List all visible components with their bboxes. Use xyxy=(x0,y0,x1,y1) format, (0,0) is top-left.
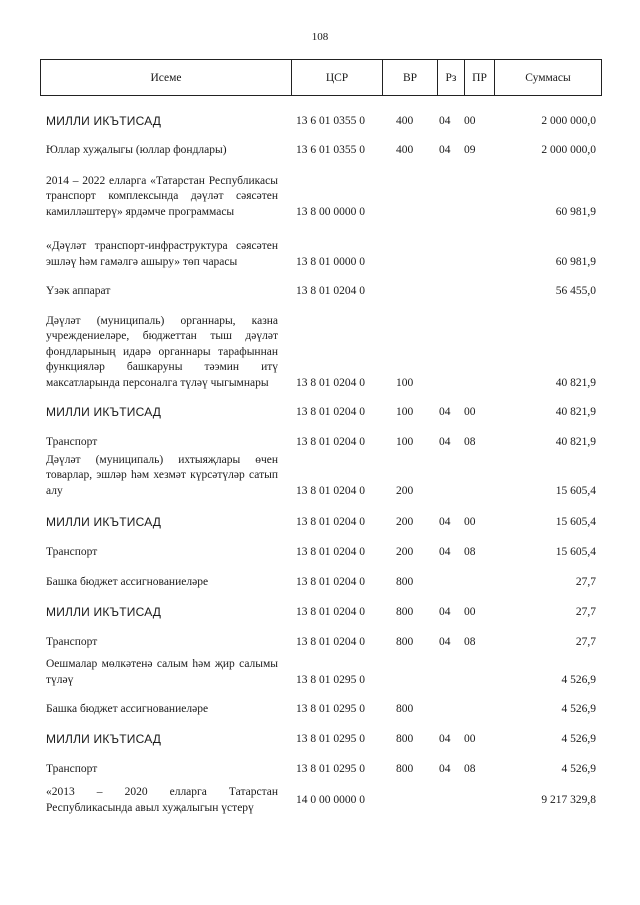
row-name: Юллар хуҗалыгы (юллар фондлары) xyxy=(46,144,227,156)
row-csr: 13 8 01 0204 0 xyxy=(296,484,365,497)
header-vr: ВР xyxy=(383,60,438,95)
row-pr: 09 xyxy=(464,144,476,156)
row-csr: 14 0 00 0000 0 xyxy=(296,793,365,806)
row-rz: 04 xyxy=(439,435,451,448)
table-row xyxy=(40,544,602,560)
row-vr: 200 xyxy=(396,515,414,528)
row-vr: 100 xyxy=(396,435,414,448)
row-vr: 800 xyxy=(396,762,414,775)
row-csr: 13 6 01 0355 0 xyxy=(296,114,365,127)
header-csr: ЦСР xyxy=(292,60,383,95)
row-name: Дәүләт (муниципаль) органнары, казна учреждениеләре, бюджеттан тыш дәүләт фондларының идарә органнары тарафыннан функцияләр башкаруны тәэмин итү максатларында персоналга түләү чыгымнары xyxy=(46,314,278,389)
row-vr: 400 xyxy=(396,114,414,127)
table-row xyxy=(40,514,602,530)
row-csr: 13 8 01 0295 0 xyxy=(296,673,365,686)
row-name: Дәүләт (муниципаль) ихтыяҗлары өчен товарлар, эшләр һәм хезмәт күрсәтүләр сатып алу xyxy=(46,453,278,497)
table-row xyxy=(40,452,602,499)
row-pr: 00 xyxy=(464,732,476,745)
row-pr: 08 xyxy=(464,545,476,558)
row-vr: 800 xyxy=(396,605,414,618)
row-name: МИЛЛИ ИКЪТИСАД xyxy=(46,514,162,529)
row-sum: 4 526,9 xyxy=(561,762,596,775)
row-rz: 04 xyxy=(439,144,451,156)
row-csr: 13 8 01 0000 0 xyxy=(296,255,365,268)
row-pr: 00 xyxy=(464,405,476,418)
row-name: Үзәк аппарат xyxy=(46,284,111,297)
row-sum: 2 000 000,0 xyxy=(541,114,596,127)
row-name: Транспорт xyxy=(46,635,98,648)
table-row xyxy=(40,784,602,816)
table-row xyxy=(40,761,602,777)
row-rz: 04 xyxy=(439,405,451,418)
row-rz: 04 xyxy=(439,545,451,558)
row-vr: 800 xyxy=(396,702,414,715)
row-rz: 04 xyxy=(439,732,451,745)
row-sum: 56 455,0 xyxy=(555,284,596,297)
row-vr: 200 xyxy=(396,484,414,497)
row-vr: 800 xyxy=(396,635,414,648)
table-row xyxy=(40,634,602,650)
row-vr: 800 xyxy=(396,732,414,745)
table-row xyxy=(40,604,602,620)
row-name: Транспорт xyxy=(46,762,98,775)
row-sum: 2 000 000,0 xyxy=(541,144,596,156)
row-csr: 13 8 01 0204 0 xyxy=(296,605,365,618)
row-sum: 40 821,9 xyxy=(555,405,596,418)
row-name: МИЛЛИ ИКЪТИСАД xyxy=(46,404,162,419)
row-sum: 9 217 329,8 xyxy=(541,793,596,806)
row-rz: 04 xyxy=(439,114,451,127)
row-vr: 400 xyxy=(396,144,414,156)
row-vr: 100 xyxy=(396,405,414,418)
table-row xyxy=(40,731,602,747)
row-rz: 04 xyxy=(439,605,451,618)
table-row xyxy=(40,283,602,299)
table-row xyxy=(40,159,602,220)
row-sum: 4 526,9 xyxy=(561,732,596,745)
table-row xyxy=(40,143,602,159)
row-sum: 40 821,9 xyxy=(555,435,596,448)
row-sum: 27,7 xyxy=(575,605,596,618)
row-csr: 13 8 01 0204 0 xyxy=(296,545,365,558)
row-name: Транспорт xyxy=(46,545,98,558)
row-sum: 60 981,9 xyxy=(555,255,596,268)
table-row xyxy=(40,656,602,688)
row-vr: 200 xyxy=(396,545,414,558)
row-csr: 13 8 01 0204 0 xyxy=(296,435,365,448)
row-pr: 08 xyxy=(464,762,476,775)
header-pr: ПР xyxy=(465,60,495,95)
row-csr: 13 8 00 0000 0 xyxy=(296,205,365,218)
row-csr: 13 8 01 0295 0 xyxy=(296,732,365,745)
row-rz: 04 xyxy=(439,515,451,528)
row-sum: 40 821,9 xyxy=(555,376,596,389)
row-sum: 15 605,4 xyxy=(555,484,596,497)
table-row xyxy=(40,434,602,450)
row-name: МИЛЛИ ИКЪТИСАД xyxy=(46,604,162,619)
row-csr: 13 8 01 0204 0 xyxy=(296,405,365,418)
row-name: МИЛЛИ ИКЪТИСАД xyxy=(46,731,162,746)
row-sum: 15 605,4 xyxy=(555,545,596,558)
row-pr: 08 xyxy=(464,435,476,448)
row-vr: 100 xyxy=(396,376,414,389)
page-number: 108 xyxy=(311,31,329,43)
header-name: Исеме xyxy=(41,60,292,95)
row-csr: 13 8 01 0204 0 xyxy=(296,635,365,648)
row-pr: 00 xyxy=(464,515,476,528)
row-name: 2014 – 2022 елларга «Татарстан Республикасы транспорт комплексында дәүләт сәясәтен камилләштерү» ярдәмче программасы xyxy=(46,174,278,218)
row-csr: 13 8 01 0204 0 xyxy=(296,376,365,389)
row-sum: 60 981,9 xyxy=(555,205,596,218)
table-header xyxy=(40,59,602,96)
row-pr: 00 xyxy=(464,605,476,618)
header-sum: Суммасы xyxy=(525,71,571,84)
row-rz: 04 xyxy=(439,635,451,648)
row-sum: 27,7 xyxy=(575,635,596,648)
row-sum: 27,7 xyxy=(575,575,596,588)
row-name: Башка бюджет ассигнованиеләре xyxy=(46,702,209,715)
row-pr: 00 xyxy=(464,114,476,127)
row-pr: 08 xyxy=(464,635,476,648)
row-csr: 13 8 01 0204 0 xyxy=(296,284,365,297)
row-sum: 4 526,9 xyxy=(561,702,596,715)
table-row xyxy=(40,303,602,391)
table-row xyxy=(40,113,602,129)
row-csr: 13 8 01 0204 0 xyxy=(296,515,365,528)
row-name: Башка бюджет ассигнованиеләре xyxy=(46,575,209,588)
table-row xyxy=(40,404,602,420)
row-name: «2013 – 2020 елларга Татарстан Республикасында авыл хуҗалыгын үстерү xyxy=(46,786,278,814)
row-csr: 13 8 01 0295 0 xyxy=(296,702,365,715)
row-name: Оешмалар мөлкәтенә салым һәм җир салымы түләү xyxy=(46,658,278,686)
table-row xyxy=(40,224,602,270)
row-sum: 4 526,9 xyxy=(561,673,596,686)
row-name: МИЛЛИ ИКЪТИСАД xyxy=(46,113,162,128)
table-row xyxy=(40,574,602,590)
row-sum: 15 605,4 xyxy=(555,515,596,528)
row-csr: 13 8 01 0204 0 xyxy=(296,575,365,588)
row-rz: 04 xyxy=(439,762,451,775)
row-name: «Дәүләт транспорт-инфраструктура сәясәтен эшләү һәм гамәлгә ашыру» төп чарасы xyxy=(46,240,278,268)
row-name: Транспорт xyxy=(46,435,98,448)
header-rz: Рз xyxy=(438,60,465,95)
table-row xyxy=(40,701,602,717)
row-vr: 800 xyxy=(396,575,414,588)
row-csr: 13 8 01 0295 0 xyxy=(296,762,365,775)
row-csr: 13 6 01 0355 0 xyxy=(296,144,365,156)
